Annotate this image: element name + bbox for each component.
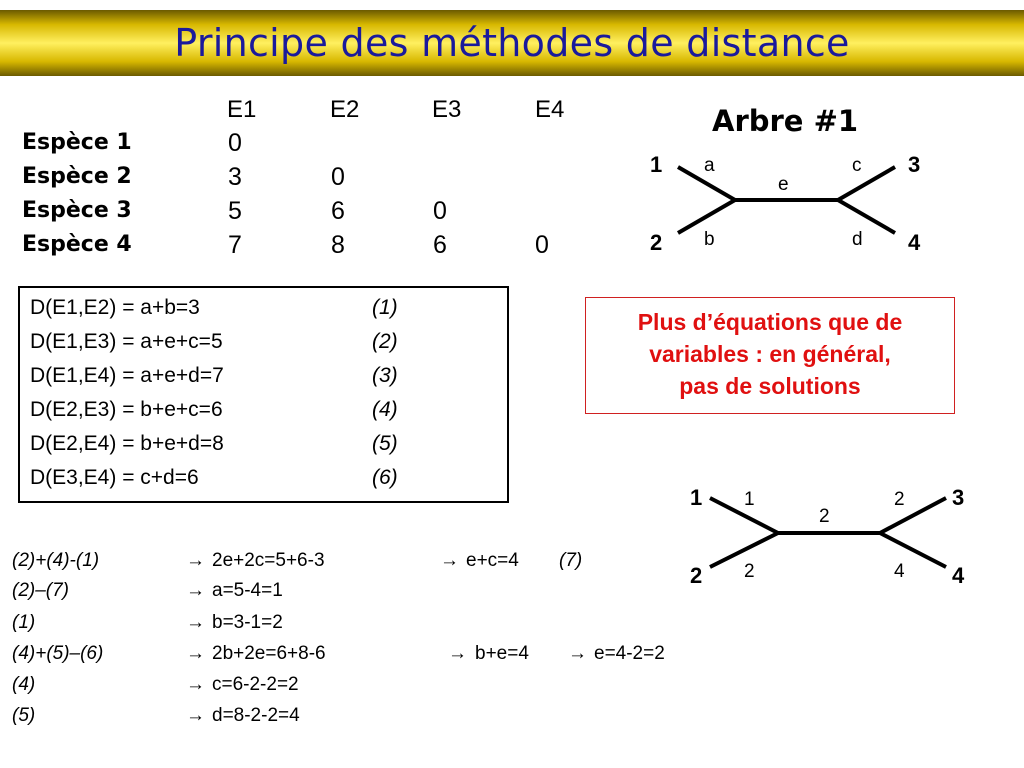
step-extra: e=4-2=2 xyxy=(594,643,665,664)
equation-number: (5) xyxy=(372,432,398,455)
tree1-branch-d xyxy=(838,200,895,233)
row-label: Espèce 1 xyxy=(22,130,132,155)
tree2-leaf: 2 xyxy=(690,563,703,588)
row-label: Espèce 4 xyxy=(22,232,132,257)
matrix-cell: 6 xyxy=(331,197,345,225)
step-label: (5) xyxy=(12,705,36,726)
arrow-icon: → xyxy=(448,643,467,664)
tree2-branch-label: 1 xyxy=(744,489,755,510)
step-result: a=5-4=1 xyxy=(212,580,283,601)
note-box xyxy=(585,297,955,414)
step-result: d=8-2-2=4 xyxy=(212,705,300,726)
step-result: 2b+2e=6+8-6 xyxy=(212,643,326,664)
tree2-branch-label: 2 xyxy=(819,506,830,527)
tree1-leaf: 3 xyxy=(908,152,921,177)
column-header: E2 xyxy=(330,96,360,123)
tree2-branch-d xyxy=(880,533,946,567)
tree2-branch-label: 4 xyxy=(894,561,905,582)
tree1-branch-label: b xyxy=(704,229,715,250)
matrix-cell: 7 xyxy=(228,231,242,259)
row-label: Espèce 2 xyxy=(22,164,132,189)
equation-number: (2) xyxy=(372,330,398,353)
tree2-branch-label: 2 xyxy=(894,489,905,510)
equation-number: (6) xyxy=(372,466,398,489)
tree1-branch-label: c xyxy=(852,155,862,176)
step-label: (4)+(5)–(6) xyxy=(12,643,104,664)
tree1-leaf: 2 xyxy=(650,230,663,255)
arrow-icon: → xyxy=(186,643,205,664)
matrix-cell: 0 xyxy=(433,197,447,225)
matrix-cell: 0 xyxy=(228,129,242,157)
matrix-cell: 3 xyxy=(228,163,242,191)
slide-title: Principe des méthodes de distance xyxy=(174,21,850,65)
equation: D(E1,E4) = a+e+d=7 xyxy=(30,364,224,387)
equation: D(E2,E3) = b+e+c=6 xyxy=(30,398,223,421)
step-label: (1) xyxy=(12,612,36,633)
matrix-cell: 6 xyxy=(433,231,447,259)
note-line: variables : en général, xyxy=(649,341,891,367)
equation: D(E3,E4) = c+d=6 xyxy=(30,466,199,489)
matrix-cell: 0 xyxy=(331,163,345,191)
tree1-branch-c xyxy=(838,167,895,200)
step-extra-number: (7) xyxy=(559,550,583,571)
note-line: pas de solutions xyxy=(679,373,861,399)
tree1-leaf: 4 xyxy=(908,230,921,255)
step-label: (4) xyxy=(12,674,36,695)
matrix-cell: 5 xyxy=(228,197,242,225)
arrow-icon: → xyxy=(440,550,459,571)
equation: D(E1,E2) = a+b=3 xyxy=(30,296,200,319)
step-result: b=3-1=2 xyxy=(212,612,283,633)
tree-title: Arbre #1 xyxy=(712,104,859,138)
step-extra: b+e=4 xyxy=(475,643,529,664)
note-line: Plus d’équations que de xyxy=(637,309,903,335)
tree2-branch-label: 2 xyxy=(744,561,755,582)
step-label: (2)+(4)-(1) xyxy=(12,550,100,571)
step-result: 2e+2c=5+6-3 xyxy=(212,550,325,571)
tree1-branch-label: d xyxy=(852,229,863,250)
column-header: E4 xyxy=(535,96,565,123)
tree2-leaf: 4 xyxy=(952,563,965,588)
row-label: Espèce 3 xyxy=(22,198,132,223)
tree1-branch-label: e xyxy=(778,174,789,195)
matrix-cell: 8 xyxy=(331,231,345,259)
equation-number: (4) xyxy=(372,398,398,421)
tree2-leaf: 1 xyxy=(690,485,703,510)
step-label: (2)–(7) xyxy=(12,580,70,601)
arrow-icon: → xyxy=(186,550,205,571)
tree1-branch-label: a xyxy=(704,155,715,176)
arrow-icon: → xyxy=(186,674,205,695)
arrow-icon: → xyxy=(186,705,205,726)
tree2-diagram xyxy=(680,485,980,585)
title-band xyxy=(0,10,1024,76)
arrow-icon: → xyxy=(186,580,205,601)
column-header: E1 xyxy=(227,96,257,123)
equations-box xyxy=(18,286,509,503)
equation: D(E1,E3) = a+e+c=5 xyxy=(30,330,223,353)
arrow-icon: → xyxy=(568,643,587,664)
equation-number: (1) xyxy=(372,296,398,319)
equation: D(E2,E4) = b+e+d=8 xyxy=(30,432,224,455)
tree2-branch-c xyxy=(880,498,946,533)
tree2-leaf: 3 xyxy=(952,485,965,510)
arrow-icon: → xyxy=(186,612,205,633)
matrix-cell: 0 xyxy=(535,231,549,259)
tree1-diagram xyxy=(640,150,940,260)
step-result: c=6-2-2=2 xyxy=(212,674,299,695)
equation-number: (3) xyxy=(372,364,398,387)
column-header: E3 xyxy=(432,96,462,123)
step-extra: e+c=4 xyxy=(466,550,519,571)
tree1-leaf: 1 xyxy=(650,152,663,177)
